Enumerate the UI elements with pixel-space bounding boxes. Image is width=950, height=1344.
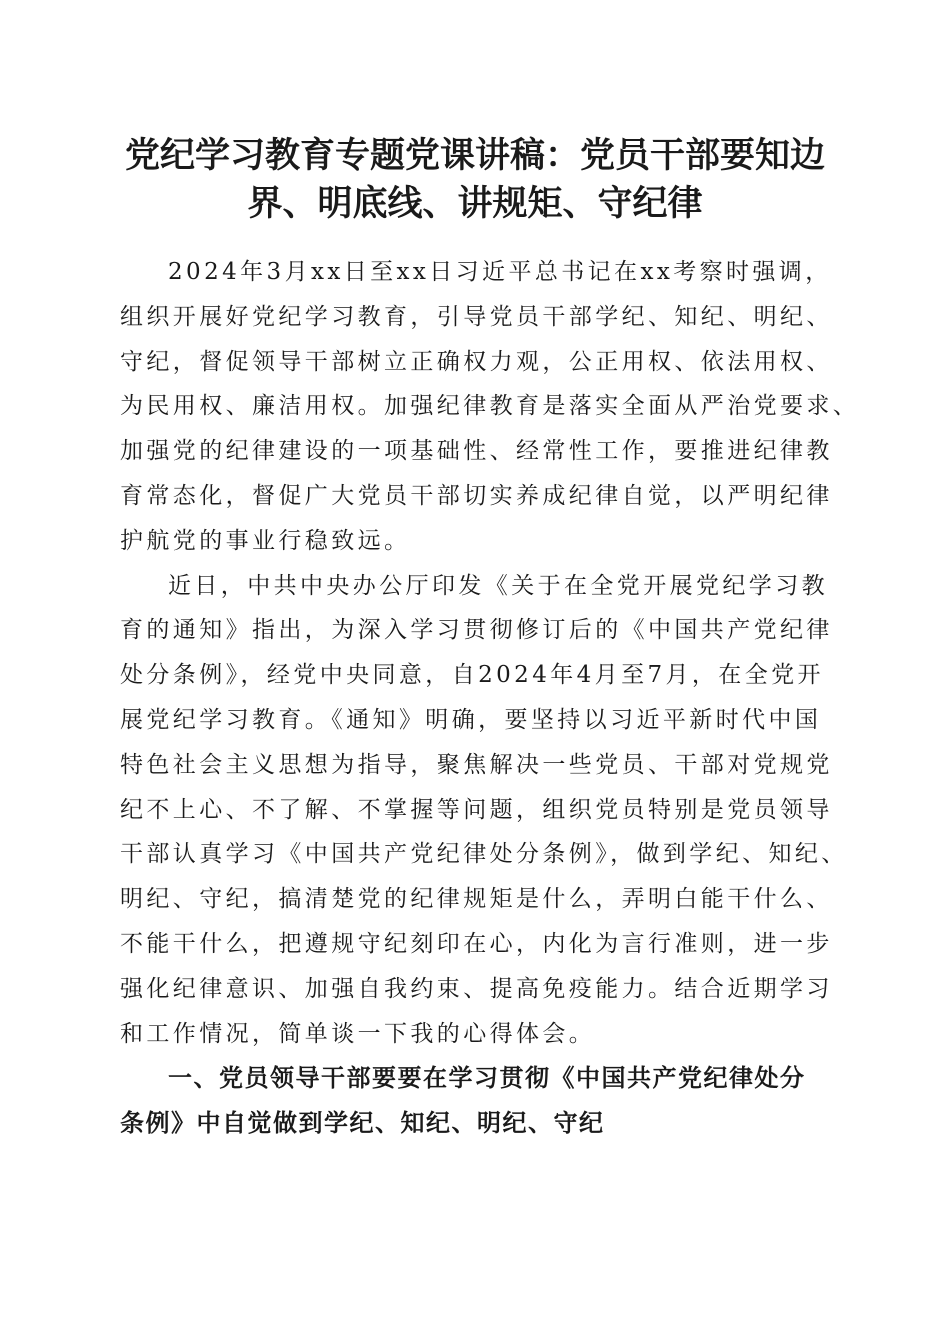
paragraph-2 — [120, 564, 848, 1057]
text-line: 强化纪律意识、加强自我约束、提高免疫能力。结合近期学习 — [120, 975, 833, 1002]
document-title — [100, 132, 850, 228]
text-line: 和工作情况，简单谈一下我的心得体会。 — [120, 1020, 596, 1047]
text-line: 不能干什么，把遵规守纪刻印在心，内化为言行准则，进一步 — [120, 930, 833, 957]
paragraph-1 — [120, 250, 860, 564]
section-heading-1 — [120, 1056, 840, 1146]
title-line: 界、明底线、讲规矩、守纪律 — [247, 183, 703, 224]
document-body — [120, 250, 860, 1146]
text-line: 展党纪学习教育。《通知》明确，要坚持以习近平新时代中国 — [120, 706, 822, 733]
title-line: 党纪学习教育专题党课讲稿：党员干部要知边 — [124, 135, 825, 176]
text-line: 守纪，督促领导干部树立正确权力观，公正用权、依法用权、 — [120, 348, 833, 375]
text-line: 组织开展好党纪学习教育，引导党员干部学纪、知纪、明纪、 — [120, 303, 833, 330]
heading-line: 条例》中自觉做到学纪、知纪、明纪、守纪 — [120, 1109, 605, 1138]
text-line: 近日，中共中央办公厅印发《关于在全党开展党纪学习教 — [168, 572, 828, 599]
text-line: 育的通知》指出，为深入学习贯彻修订后的《中国共产党纪律 — [120, 617, 833, 644]
text-line: 干部认真学习《中国共产党纪律处分条例》，做到学纪、知纪、 — [120, 841, 848, 868]
text-line: 2024年3月xx日至xx日习近平总书记在xx考察时强调， — [168, 259, 832, 285]
text-line: 护航党的事业行稳致远。 — [120, 527, 411, 554]
text-line: 育常态化，督促广大党员干部切实养成纪律自觉，以严明纪律 — [120, 482, 833, 509]
text-line: 明纪、守纪，搞清楚党的纪律规矩是什么，弄明白能干什么、 — [120, 886, 833, 913]
heading-line: 一、党员领导干部要要在学习贯彻《中国共产党纪律处分 — [168, 1064, 806, 1093]
text-line: 纪不上心、不了解、不掌握等问题，组织党员特别是党员领导 — [120, 796, 833, 823]
text-line: 特色社会主义思想为指导，聚焦解决一些党员、干部对党规党 — [120, 751, 833, 778]
text-line: 加强党的纪律建设的一项基础性、经常性工作，要推进纪律教 — [120, 438, 833, 465]
text-line: 为民用权、廉洁用权。加强纪律教育是落实全面从严治党要求、 — [120, 393, 860, 420]
text-line: 处分条例》，经党中央同意，自2024年4月至7月，在全党开 — [120, 662, 824, 689]
